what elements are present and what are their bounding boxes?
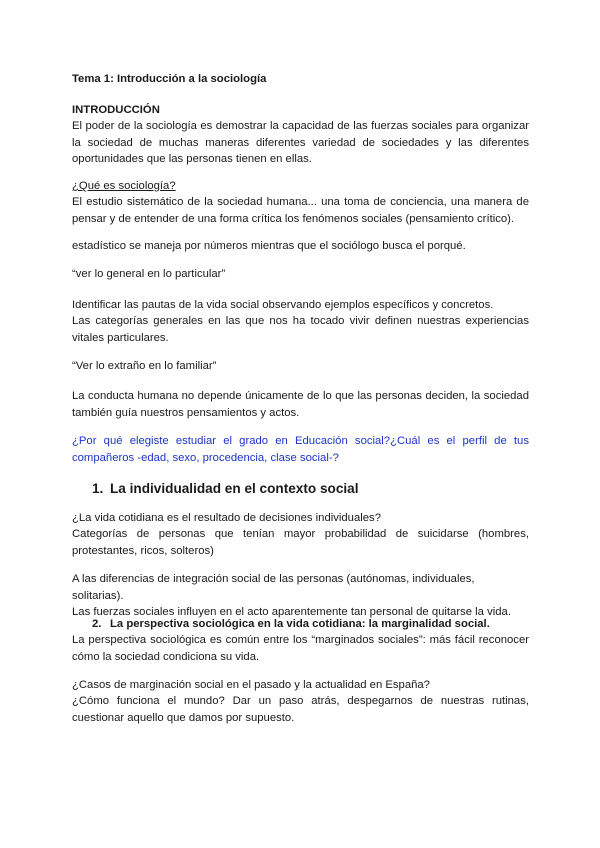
daily-life-question: ¿La vida cotidiana es el resultado de decisiones individuales? — [72, 512, 381, 524]
quote-strange: “Ver lo extraño en lo familiar” — [72, 360, 217, 372]
perspective-paragraph: La perspectiva sociológica es común entre los “marginados sociales”: más fácil reconocer cómo la sociedad condiciona su vida. — [72, 634, 529, 663]
patterns-paragraph-1: Identificar las pautas de la vida social observando ejemplos específicos y concretos. — [72, 299, 494, 311]
section-1-number: 1. — [92, 481, 104, 496]
reflection-question: ¿Por qué elegiste estudiar el grado en Educación social?¿Cuál es el perfil de tus compañeros -edad, sexo, procedencia, clase social-? — [72, 435, 529, 464]
integration-line-2: Las fuerzas sociales influyen en el acto aparentemente tan personal de quitarse la vida. — [72, 606, 511, 618]
section-1-heading — [92, 480, 359, 498]
intro-paragraph: El poder de la sociología es demostrar la capacidad de las fuerzas sociales para organizar la sociedad de muchas maneras diferentes variedad de sociedades y las diferentes oportunidades que las personas tienen en ellas. — [72, 120, 529, 165]
document-title: Tema 1: Introducción a la sociología — [72, 73, 267, 85]
quote-general: “ver lo general en lo particular” — [72, 268, 226, 280]
section-2-number: 2. — [92, 618, 102, 630]
patterns-paragraph-2: Las categorías generales en las que nos ha tocado vivir definen nuestras experiencias vitales particulares. — [72, 315, 529, 344]
statistics-paragraph: estadístico se maneja por números mientras que el sociólogo busca el porqué. — [72, 240, 466, 252]
integration-paragraph — [72, 571, 529, 621]
world-paragraph: ¿Cómo funciona el mundo? Dar un paso atrás, despegarnos de nuestras rutinas, cuestionar aquello que damos por supuesto. — [72, 695, 529, 724]
categories-paragraph: Categorías de personas que tenían mayor probabilidad de suicidarse (hombres, protestantes, ricos, solteros) — [72, 528, 529, 557]
section-2-heading — [92, 616, 490, 633]
cases-question: ¿Casos de marginación social en el pasado y la actualidad en España? — [72, 679, 430, 691]
integration-line-1: A las diferencias de integración social de las personas (autónomas, individuales, solitarias). — [72, 573, 475, 602]
section-1-title: La individualidad en el contexto social — [110, 481, 359, 496]
section-2-title: La perspectiva sociológica en la vida cotidiana: la marginalidad social. — [110, 618, 490, 630]
intro-heading: INTRODUCCIÓN — [72, 104, 160, 116]
conduct-paragraph: La conducta humana no depende únicamente de lo que las personas deciden, la sociedad también guía nuestros pensamientos y actos. — [72, 390, 529, 419]
what-is-sociology-paragraph: El estudio sistemático de la sociedad humana... una toma de conciencia, una manera de pensar y de entender de una forma crítica los fenómenos sociales (pensamiento crítico). — [72, 196, 529, 225]
what-is-sociology-heading: ¿Qué es sociología? — [72, 180, 176, 192]
